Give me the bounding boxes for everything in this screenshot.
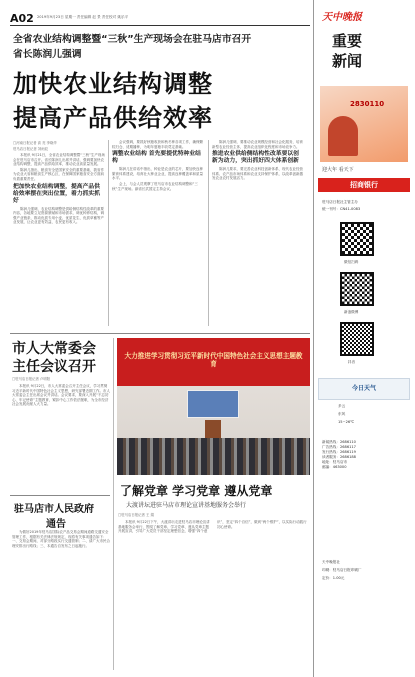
- divider: [10, 495, 110, 496]
- issue-info: 驻马店日报社主管主办: [322, 200, 358, 204]
- notice-title-2: 通告: [46, 519, 66, 530]
- news-photo: [117, 338, 310, 475]
- weather-banner: [318, 378, 410, 400]
- speaker-lectern: [205, 420, 221, 438]
- weather-row: 多云: [338, 404, 346, 408]
- headline-2: 提高产品供给效率: [13, 104, 213, 132]
- lead-byline-2: 驻马店日报记者 刘雨辰: [13, 147, 48, 151]
- qr-label: 新浪微博: [344, 310, 359, 314]
- lead-paragraph: 陈润儿指出，粮食安全是国家安全的重要基础，我省作为农业大省和粮食生产核心区，在保障国家粮食安全方面肩负着重要责任。: [13, 167, 104, 181]
- divider: [208, 140, 209, 326]
- notice-text: 为做好2019年驻马店国际农产品交易会期间道路交通安全管理工作，根据有关法律法规规定，现将有关事项通告如下：一、交易会期间，对部分路段实行交通管制；二、请广大市民合理安排出行路线；三、本通告自发布之日起施行。: [12, 530, 110, 548]
- divider: [108, 140, 109, 326]
- weather-title: 今日天气: [351, 385, 376, 392]
- lead-subhead: 调整农业结构 首先要提优特种业结构: [112, 151, 201, 165]
- qr-code: [340, 272, 374, 306]
- story-text: 本报讯 9月22日，市人大常委会召开主任会议，学习贯彻习近平新时代中国特色社会主义思想，研究部署近期工作。市人大常委会主任出席会议并讲话。会议要求，要深入开展“不忘初心、牢记使命”主题教育，紧扣中心工作依法履职，为全市经济社会发展贡献人大力量。: [12, 384, 110, 407]
- story-title: 市人大常委会: [12, 341, 96, 357]
- contact-line: 新闻热线：2686110: [322, 440, 356, 444]
- promo-text: 迎大年 看天下: [322, 167, 354, 173]
- ad-figure: [328, 116, 358, 156]
- story4-text: 本报讯 9月22日下午，大渡讲坛走进驻马店市理论宣讲基地服务会举行，围绕了解党章、学习党章、遵从党章主题开展宣讲，引导广大党员干部坚定理想信念，增强“四个意识”，坚定“四个自信”，做到“两个维护”，以实际行动践行初心使命。: [118, 520, 307, 534]
- kicker: 全省农业结构调整暨“三秋”生产现场会在驻马店市召开: [13, 34, 252, 45]
- qr-code: [340, 322, 374, 356]
- lottery-banner: [318, 178, 410, 192]
- audience: [117, 438, 310, 475]
- section-label: 重要: [332, 32, 363, 50]
- contact-line: 广告热线：2686117: [322, 445, 356, 449]
- issue-info-2: 统一刊号：CN41-0083: [322, 207, 361, 211]
- lead-paragraph: 本报讯 9月21日，全省农业结构调整暨“三秋”生产现场会在驻马店市召开。省长陈润儿出席并讲话，强调要加快农业结构调整，提高产品供给效率，推动农业高质量发展。: [13, 153, 105, 167]
- weather-row: 东风: [338, 412, 346, 416]
- qr-label: 微信扫码: [344, 260, 359, 264]
- weather-row: 15~26℃: [338, 420, 355, 424]
- lead-col2: [112, 140, 204, 328]
- kicker-2: 省长陈润儿强调: [13, 49, 82, 60]
- story4-byline: □驻马店日报记者 王 娟: [118, 513, 154, 517]
- divider: [113, 338, 114, 670]
- section-label-2: 新闻: [332, 52, 363, 70]
- footer-line: 印刷：驻马店日报印刷厂: [322, 568, 362, 572]
- lead-paragraph: 会议强调，要抓好秋粮收获和秋冬种各项工作，确保颗粒归仓、适期播种，为明年夏粮丰收奠定基础。: [112, 140, 203, 149]
- qr-label: 抖音: [348, 360, 356, 364]
- header-rule: [10, 25, 310, 26]
- dateline: 2019年9月23日 星期一 责任编辑 赵 景 责任校对 姚乐平: [37, 15, 129, 19]
- story-byline: □驻马店日报记者 卢明阳: [12, 377, 51, 381]
- headline-1: 加快农业结构调整: [13, 70, 213, 98]
- lead-subhead: 把加快农业结构调整，提高产品供给效率摆在突出位置，着力抓实抓好: [13, 183, 100, 204]
- page-code: A02: [10, 12, 34, 25]
- contact-line: 邮编：463000: [322, 465, 347, 469]
- qr-code: [340, 222, 374, 256]
- story4-headline: 了解党章 学习党章 遵从党章: [120, 484, 273, 498]
- weather-box: [318, 404, 410, 434]
- lottery-label: 招商银行: [350, 181, 378, 189]
- sidebar-divider: [313, 0, 314, 677]
- stage-screen: [187, 390, 239, 418]
- notice-title: 驻马店市人民政府: [14, 504, 94, 515]
- photo-banner: 大力推进学习贯彻习近平新时代中国特色社会主义思想主题教育: [124, 352, 303, 368]
- story4-deck: 大渡讲坛进驻马店市理论宣讲基地服务会举行: [126, 502, 247, 509]
- masthead: 天中晚报: [322, 12, 362, 23]
- contact-line: 读者服务：2686188: [322, 455, 356, 459]
- footer-line: 天中晚报社: [322, 560, 340, 564]
- lead-byline: □河南日报记者 高 亮 李晓华: [13, 141, 57, 145]
- lead-col3: [212, 140, 304, 328]
- lead-paragraph: 会上，与会人员观摩了驻马店市农业结构调整和“三秋”生产现场。副省长武国定主持会议。: [112, 181, 198, 191]
- divider: [10, 333, 310, 334]
- contact-line: 地址：驻马店市: [322, 460, 348, 464]
- sidebar-ad: [320, 86, 408, 162]
- lead-paragraph: 陈润儿在讲话中指出，种业是农业的芯片，要加快良种繁育体系建设，培育壮大种业企业，提高良种覆盖率和质量水平。: [112, 167, 203, 181]
- lead-paragraph: 陈润儿要求，要完善农业科技创新体系、现代农业经营体系、农产品市场体系和农业支持保护体系，以改革创新激发农业农村发展活力。: [212, 167, 303, 181]
- lead-paragraph: 陈润儿强调，农业结构调整是供给侧结构性改革的重要内容，各地要立足资源禀赋和市场需求，调优种养结构，调强产业链条，推动优质专用小麦、优质花生、优质草畜等产业发展，让农业更有效益、农民更有收入。: [13, 206, 104, 225]
- contact-line: 发行热线：2686119: [322, 450, 356, 454]
- contact-list: [322, 440, 410, 470]
- story-title-2: 主任会议召开: [12, 359, 96, 375]
- footer-line: 定价：1.00元: [322, 576, 345, 580]
- lead-col1: [13, 153, 105, 328]
- lead-paragraph: 陈润儿强调，要推动农业规模经营和社会化服务，培育新型农业经营主体，提高农业组织化程度和市场竞争力。: [212, 140, 303, 149]
- ad-number: 2830110: [350, 100, 385, 108]
- lead-subhead: 推进农业供给侧结构性改革要以创新为动力，突出抓好四大体系创新: [212, 151, 299, 165]
